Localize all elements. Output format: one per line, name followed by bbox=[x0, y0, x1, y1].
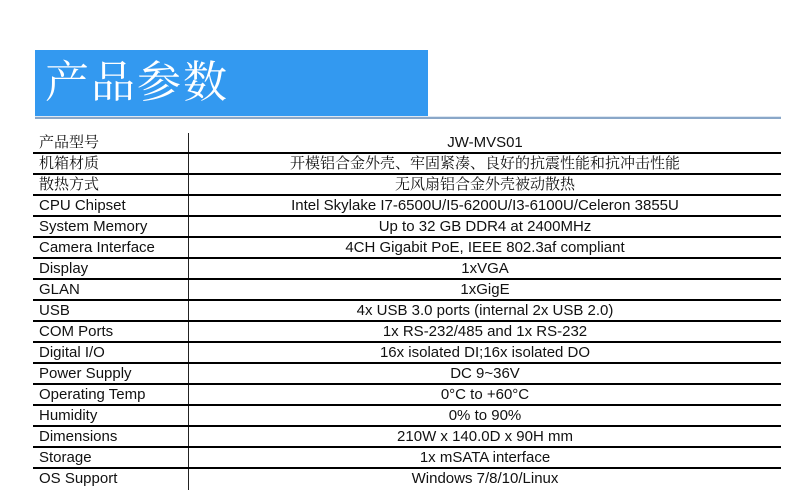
table-row bbox=[33, 259, 781, 280]
product-spec-table bbox=[33, 133, 781, 490]
spec-value-cell: 无风扇铝合金外壳被动散热 bbox=[188, 175, 781, 194]
spec-value-cell: 1xVGA bbox=[188, 259, 781, 278]
spec-value-cell: 4CH Gigabit PoE, IEEE 802.3af compliant bbox=[188, 238, 781, 257]
table-row bbox=[33, 217, 781, 238]
table-row bbox=[33, 469, 781, 490]
spec-value-cell: 1xGigE bbox=[188, 280, 781, 299]
table-row bbox=[33, 154, 781, 175]
table-row bbox=[33, 385, 781, 406]
spec-value-cell: Up to 32 GB DDR4 at 2400MHz bbox=[188, 217, 781, 236]
spec-label-cell: Camera Interface bbox=[39, 239, 155, 256]
table-row bbox=[33, 427, 781, 448]
spec-value-cell: 4x USB 3.0 ports (internal 2x USB 2.0) bbox=[188, 301, 781, 320]
spec-value-cell: 0% to 90% bbox=[188, 406, 781, 425]
spec-value-cell: Intel Skylake I7-6500U/I5-6200U/I3-6100U/Celeron 3855U bbox=[188, 196, 781, 215]
table-row bbox=[33, 175, 781, 196]
title-banner bbox=[35, 50, 428, 117]
spec-label-cell: Storage bbox=[39, 449, 92, 466]
table-row bbox=[33, 238, 781, 259]
table-row bbox=[33, 364, 781, 385]
page-title: 产品参数 bbox=[45, 58, 229, 107]
table-row bbox=[33, 133, 781, 154]
table-row bbox=[33, 343, 781, 364]
table-row bbox=[33, 301, 781, 322]
spec-label-cell: Humidity bbox=[39, 407, 98, 424]
spec-value-cell: 1x mSATA interface bbox=[188, 448, 781, 467]
spec-value-cell: JW-MVS01 bbox=[188, 133, 781, 152]
table-row bbox=[33, 406, 781, 427]
spec-label-cell: 产品型号 bbox=[39, 134, 100, 151]
spec-value-cell: 210W x 140.0D x 90H mm bbox=[188, 427, 781, 446]
table-row bbox=[33, 196, 781, 217]
spec-label-cell: 机箱材质 bbox=[39, 155, 100, 172]
spec-label-cell: Dimensions bbox=[39, 428, 118, 445]
spec-value-cell: DC 9~36V bbox=[188, 364, 781, 383]
spec-label-cell: Power Supply bbox=[39, 365, 132, 382]
spec-value-cell: 1x RS-232/485 and 1x RS-232 bbox=[188, 322, 781, 341]
spec-value-cell: Windows 7/8/10/Linux bbox=[188, 469, 781, 490]
spec-label-cell: Operating Temp bbox=[39, 386, 146, 403]
table-row bbox=[33, 322, 781, 343]
spec-label-cell: OS Support bbox=[39, 470, 118, 487]
table-row bbox=[33, 280, 781, 301]
spec-label-cell: USB bbox=[39, 302, 70, 319]
spec-label-cell: Display bbox=[39, 260, 89, 277]
spec-value-cell: 0°C to +60°C bbox=[188, 385, 781, 404]
spec-label-cell: 散热方式 bbox=[39, 176, 100, 193]
spec-label-cell: COM Ports bbox=[39, 323, 114, 340]
table-row bbox=[33, 448, 781, 469]
spec-label-cell: Digital I/O bbox=[39, 344, 105, 361]
spec-label-cell: GLAN bbox=[39, 281, 80, 298]
spec-value-cell: 16x isolated DI;16x isolated DO bbox=[188, 343, 781, 362]
title-underline-divider bbox=[35, 116, 781, 119]
spec-label-cell: CPU Chipset bbox=[39, 197, 126, 214]
spec-value-cell: 开模铝合金外壳、牢固紧凑、良好的抗震性能和抗冲击性能 bbox=[188, 154, 781, 173]
spec-label-cell: System Memory bbox=[39, 218, 148, 235]
